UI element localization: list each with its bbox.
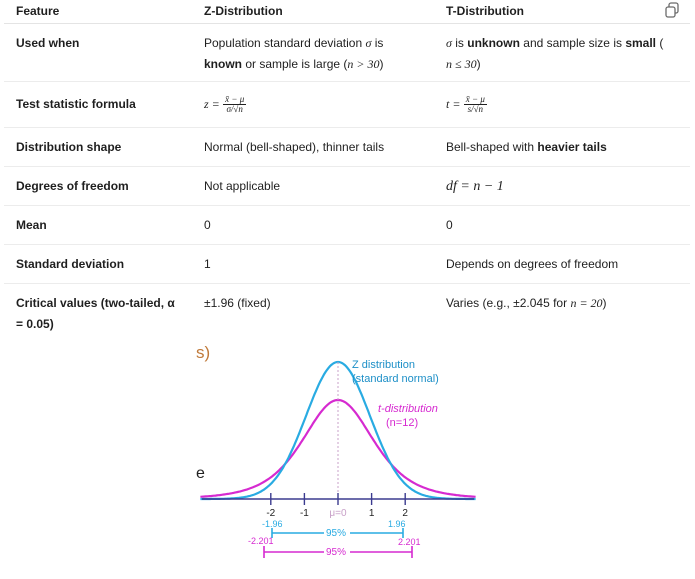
table-row bbox=[4, 284, 690, 336]
z-critical-right: 1.96 bbox=[388, 519, 406, 529]
cell-text: is bbox=[451, 36, 468, 50]
row-label: Used when bbox=[4, 24, 192, 82]
table-row bbox=[4, 24, 690, 82]
z-critical-left: -1.96 bbox=[262, 519, 283, 529]
t-formula-fraction bbox=[464, 95, 487, 114]
t-interval-label: 95% bbox=[326, 547, 347, 558]
cell-text: Population standard deviation bbox=[204, 36, 366, 50]
fragment-text-top: s) bbox=[196, 343, 211, 362]
t-critical-left-label: -2.201 bbox=[248, 536, 274, 546]
cell-text: Varies (e.g., ±2.045 for bbox=[446, 296, 571, 310]
bold-text: known bbox=[204, 57, 242, 71]
axis-ticks bbox=[266, 493, 408, 519]
row-label: Test statistic formula bbox=[4, 82, 192, 128]
cell-text: Bell-shaped with bbox=[446, 139, 538, 154]
row-label: Standard deviation bbox=[4, 245, 192, 284]
cell-text: ( bbox=[656, 36, 664, 50]
row-label: Critical values (two-tailed, α = 0.05) bbox=[16, 296, 175, 331]
formula-lhs: t = bbox=[446, 97, 461, 111]
bold-text: small bbox=[625, 36, 657, 50]
table-row bbox=[4, 206, 690, 245]
t-critical-right: 2.201 bbox=[398, 537, 421, 547]
math-expression: n > 30 bbox=[347, 57, 380, 71]
denominator: σ/√n bbox=[226, 104, 243, 115]
z-cell bbox=[192, 24, 434, 82]
distribution-figure bbox=[180, 340, 500, 576]
numerator: x̄ − μ bbox=[225, 94, 245, 105]
row-label: Degrees of freedom bbox=[4, 167, 192, 206]
table-row bbox=[4, 167, 690, 206]
header-t-distribution: T-Distribution bbox=[434, 0, 690, 24]
denominator: s/√n bbox=[467, 104, 484, 115]
math-expression: n ≤ 30 bbox=[446, 57, 477, 71]
comparison-table bbox=[4, 0, 690, 335]
cell-text: ) bbox=[379, 57, 384, 71]
t-cell: 0 bbox=[434, 206, 690, 245]
sigma-symbol: σ bbox=[365, 36, 372, 50]
bold-text: unknown bbox=[467, 36, 520, 50]
z-interval-label: 95% bbox=[326, 528, 347, 539]
bold-text: heavier tails bbox=[537, 139, 607, 154]
row-label: Mean bbox=[4, 206, 192, 245]
z-cell: Not applicable bbox=[192, 167, 434, 206]
t-label-line-1: t-distribution bbox=[378, 403, 438, 415]
numerator: x̄ − μ bbox=[465, 94, 485, 105]
cell-text: is bbox=[371, 36, 384, 50]
z-cell: ±1.96 (fixed) bbox=[204, 296, 271, 310]
cell-text: or sample is large ( bbox=[242, 57, 348, 71]
axis-tick-label: 2 bbox=[402, 508, 408, 519]
cell-text: ) bbox=[602, 296, 607, 310]
z-cell: Normal (bell-shaped), thinner tails bbox=[192, 128, 434, 167]
copy-icon[interactable] bbox=[663, 1, 681, 19]
axis-tick-label: μ=0 bbox=[329, 508, 347, 519]
t-cell: df = n − 1 bbox=[434, 167, 690, 206]
row-label: Distribution shape bbox=[4, 128, 192, 167]
header-z-distribution: Z-Distribution bbox=[192, 0, 434, 24]
math-expression: n = 20 bbox=[570, 296, 603, 310]
sigma-symbol: σ bbox=[446, 36, 452, 50]
z-formula-fraction bbox=[223, 95, 246, 114]
z-label-line-1: Z distribution bbox=[352, 359, 415, 371]
cell-text: ) bbox=[476, 57, 481, 71]
fragment-text-mid: e bbox=[196, 465, 205, 482]
axis-tick-label: -2 bbox=[266, 508, 276, 519]
t-cell: Depends on degrees of freedom bbox=[434, 245, 690, 284]
table-row bbox=[4, 128, 690, 167]
header-feature: Feature bbox=[4, 0, 192, 24]
formula-lhs: z = bbox=[204, 97, 220, 111]
table-row bbox=[4, 245, 690, 284]
table-header-row bbox=[4, 0, 690, 24]
axis-tick-label: 1 bbox=[368, 508, 375, 519]
z-cell bbox=[192, 82, 434, 128]
z-cell: 1 bbox=[192, 245, 434, 284]
cell-text: and sample size is bbox=[519, 36, 626, 50]
t-cell bbox=[434, 24, 690, 82]
t-label-line-2: (n=12) bbox=[386, 417, 419, 429]
z-label-line-2: (standard normal) bbox=[352, 373, 439, 385]
z-cell: 0 bbox=[192, 206, 434, 245]
t-cell bbox=[434, 284, 690, 336]
table-row bbox=[4, 82, 690, 128]
axis-tick-label: -1 bbox=[299, 508, 309, 519]
t-cell bbox=[434, 128, 690, 167]
t-cell bbox=[434, 82, 690, 128]
